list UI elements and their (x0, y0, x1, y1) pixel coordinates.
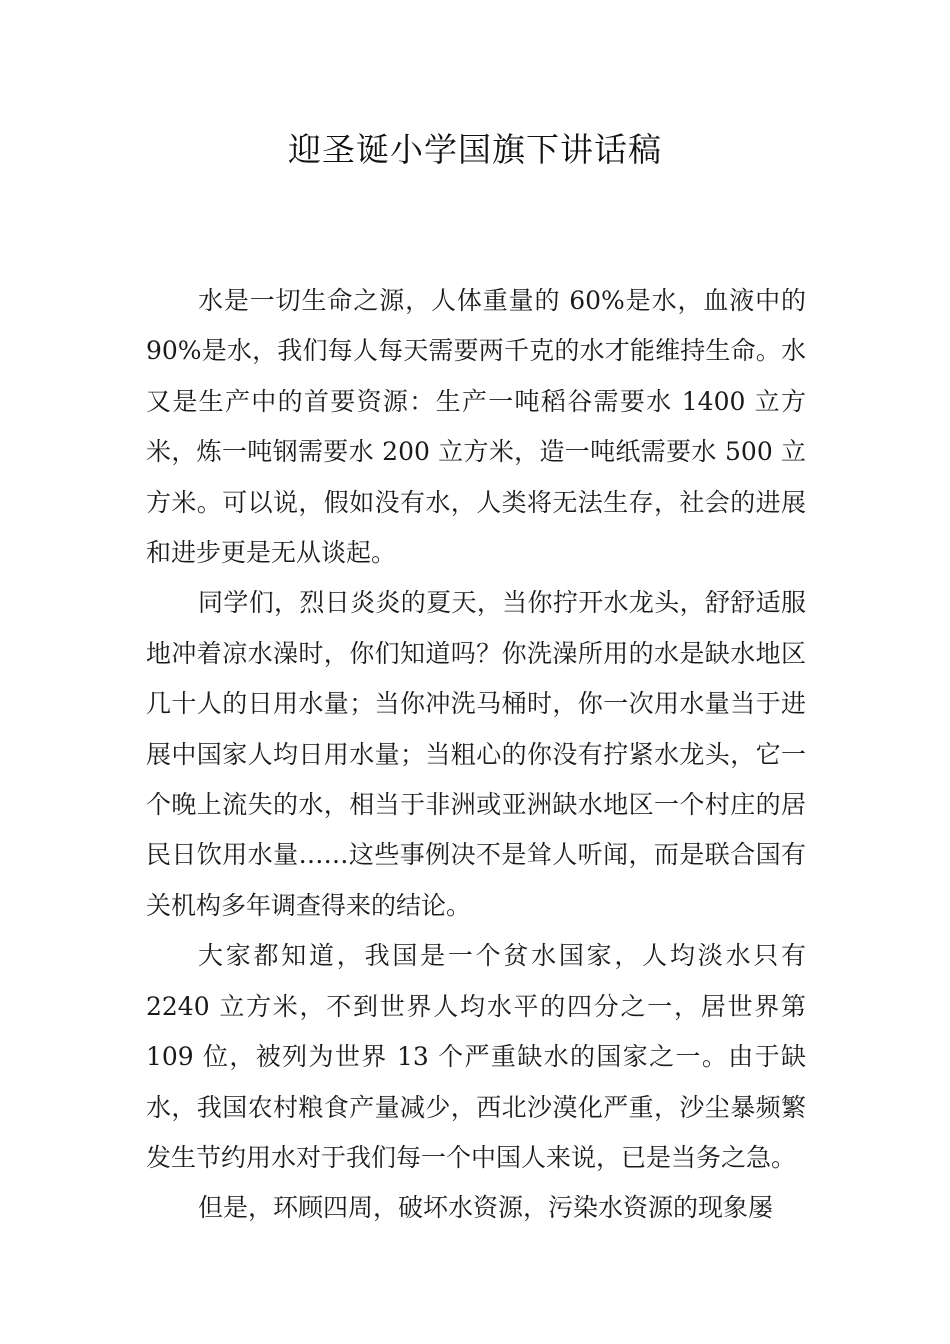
document-body (146, 276, 806, 1234)
paragraph: 同学们，烈日炎炎的夏天，当你拧开水龙头，舒舒适服地冲着凉水澡时，你们知道吗？你洗澡所用的水是缺水地区几十人的日用水量；当你冲洗马桶时，你一次用水量当于进展中国家人均日用水量；当粗心的你没有拧紧水龙头，它一个晚上流失的水，相当于非洲或亚洲缺水地区一个村庄的居民日饮用水量……这些事例决不是耸人听闻，而是联合国有关机构多年调查得来的结论。 (146, 588, 806, 920)
paragraph: 水是一切生命之源，人体重量的 60%是水，血液中的 90%是水，我们每人每天需要两千克的水才能维持生命。水又是生产中的首要资源：生产一吨稻谷需要水 1400 立方米，炼一吨钢需要水 200 立方米，造一吨纸需要水 500 立方米。可以说，假如没有水，人类将无法生存，社会的进展和进步更是无从谈起。 (146, 286, 806, 568)
document-title: 迎圣诞小学国旗下讲话稿 (288, 130, 662, 169)
paragraph: 大家都知道，我国是一个贫水国家，人均淡水只有 2240 立方米，不到世界人均水平的四分之一，居世界第 109 位，被列为世界 13 个严重缺水的国家之一。由于缺水，我国农村粮食产量减少，西北沙漠化严重，沙尘暴频繁发生节约用水对于我们每一个中国人来说，已是当务之急。 (146, 941, 806, 1172)
paragraph: 但是，环顾四周，破坏水资源，污染水资源的现象屡 (198, 1193, 774, 1223)
